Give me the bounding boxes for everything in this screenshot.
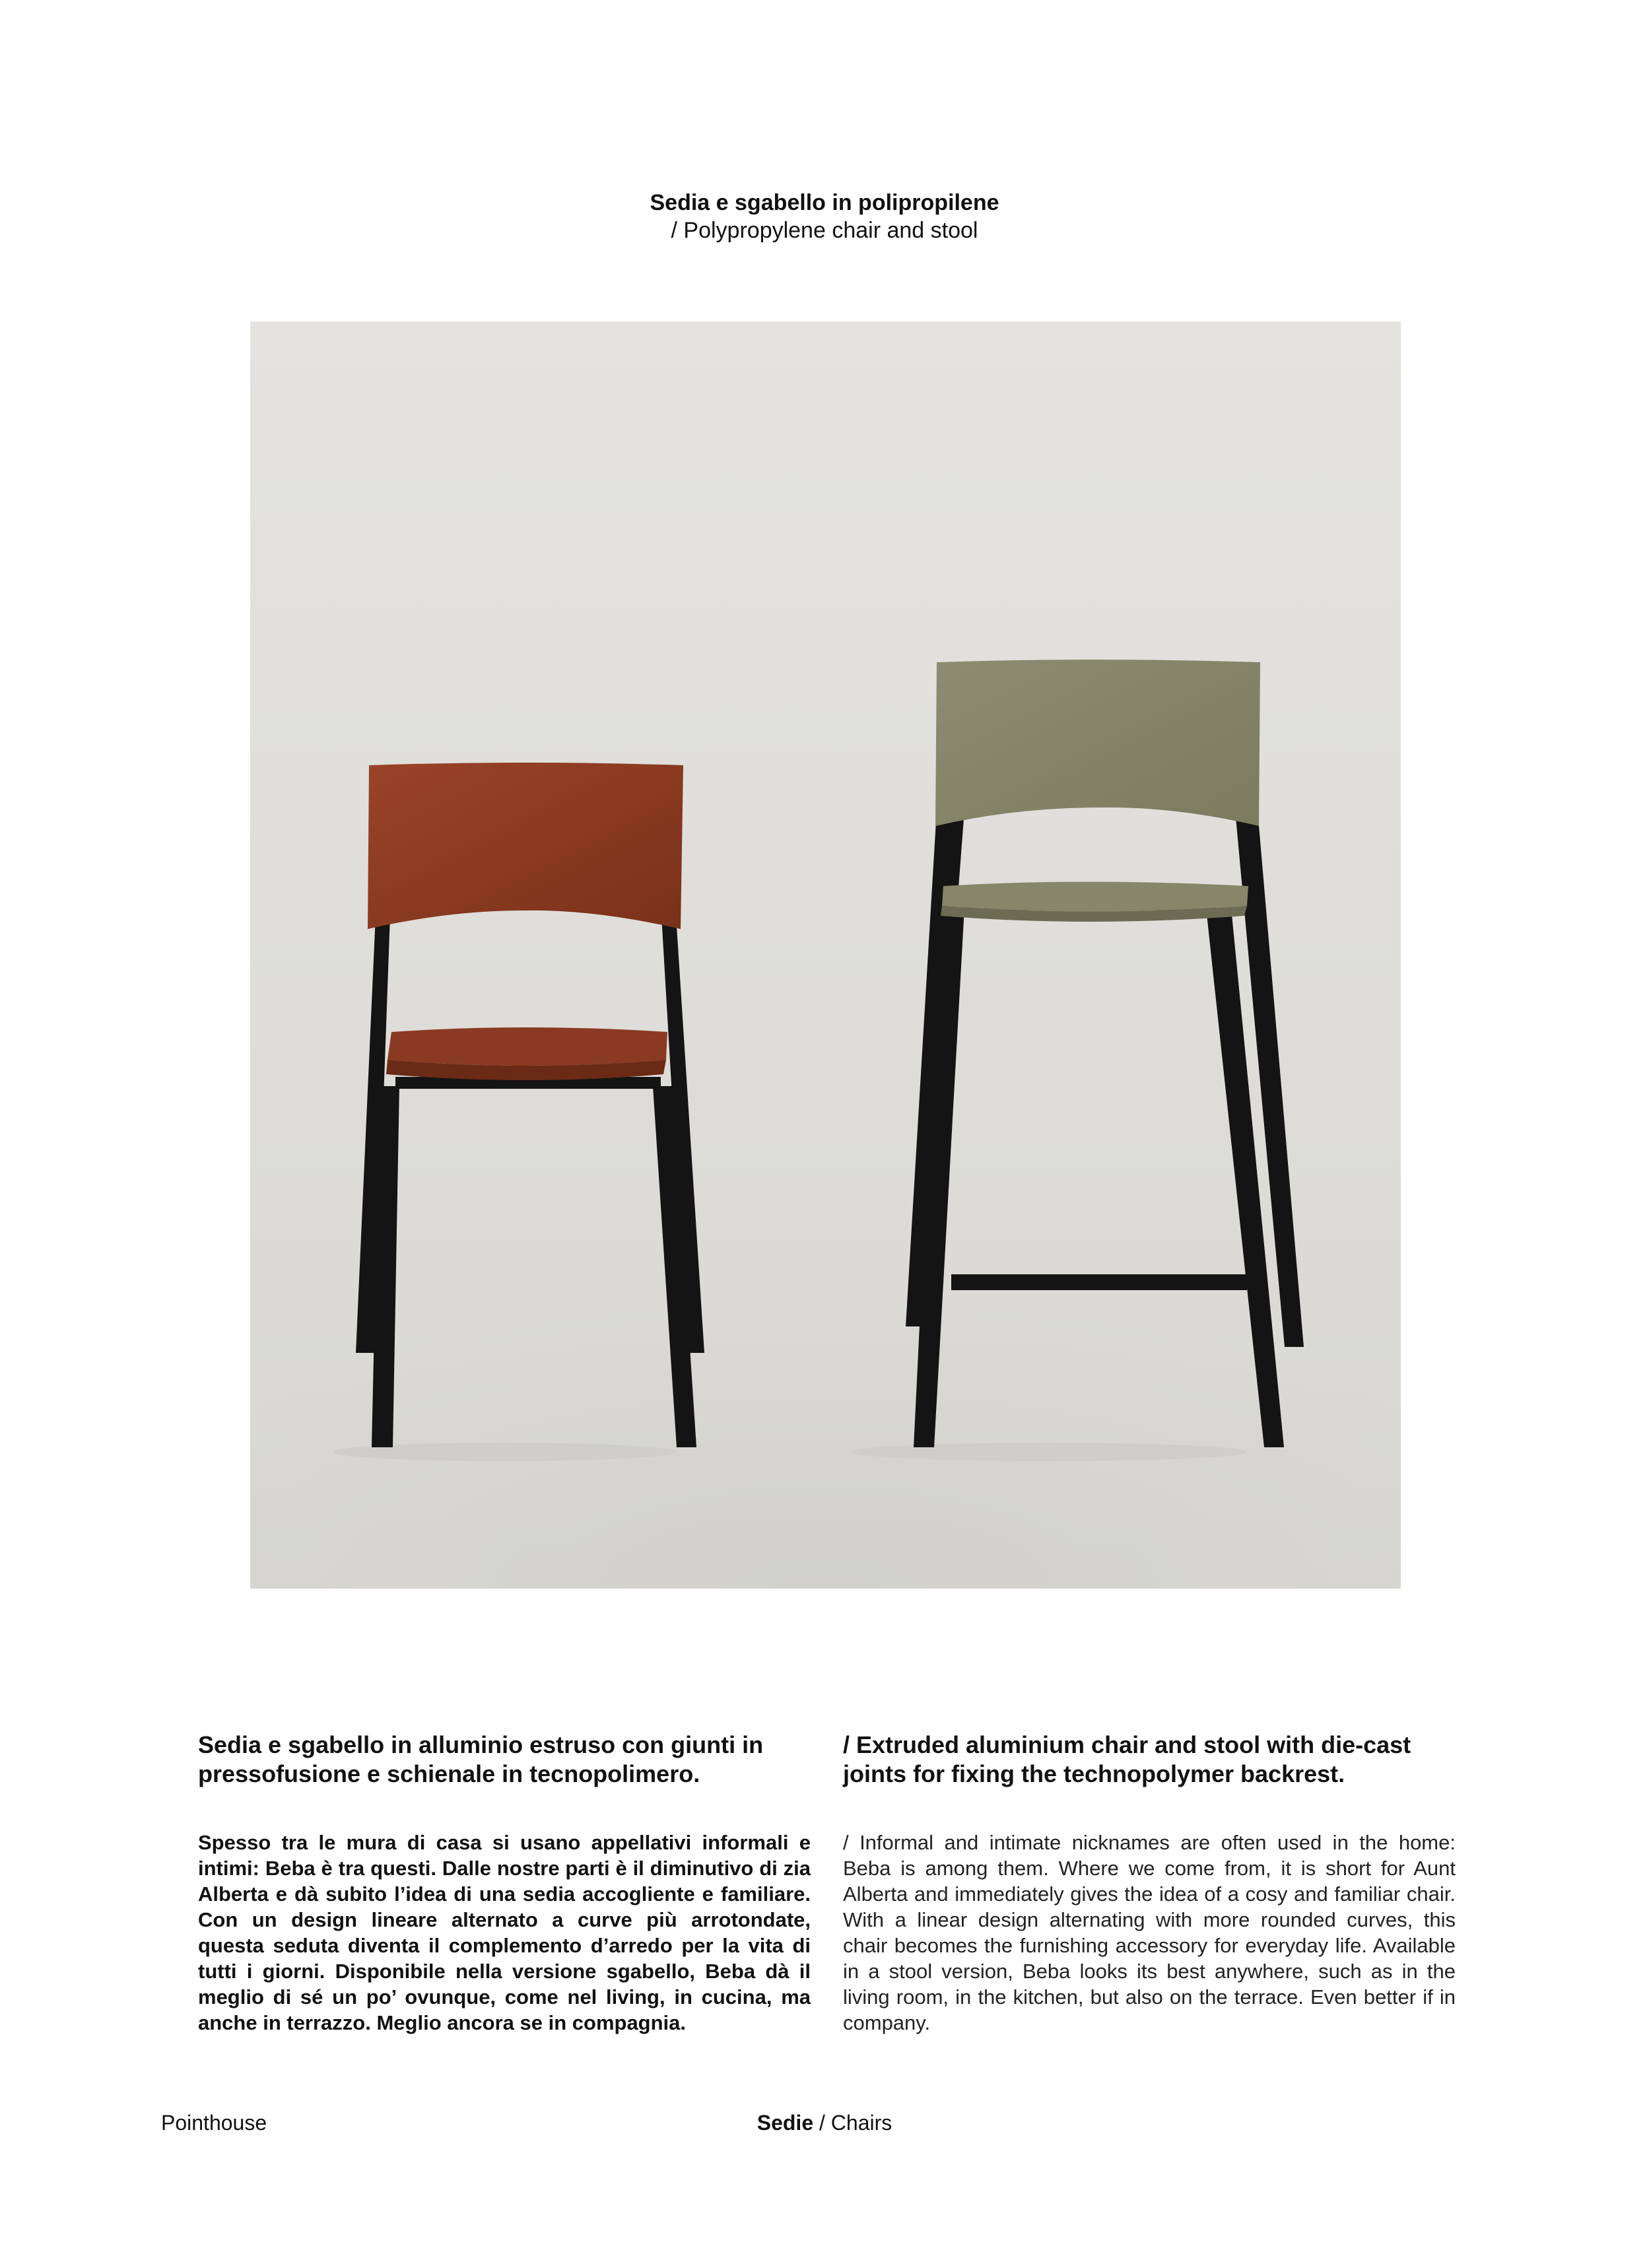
italian-column bbox=[198, 1731, 811, 2036]
footer-section-it: Sedie bbox=[757, 2111, 814, 2135]
product-photo bbox=[250, 322, 1401, 1589]
english-heading: / Extruded aluminium chair and stool with die-cast joints for fixing the technopolymer backrest. bbox=[843, 1731, 1411, 1787]
chair-and-stool-illustration bbox=[250, 322, 1401, 1589]
english-column bbox=[843, 1731, 1456, 2036]
header-title-it: Sedia e sgabello in polipropilene bbox=[650, 190, 999, 215]
italian-body: Spesso tra le mura di casa si usano appellativi informali e intimi: Beba è tra questi. Dalle nostre parti è il diminutivo di zia Alberta e dà subito l’idea di una sedia accogliente e familiare. Con un design lineare alternato a curve più arrotondate, questa seduta diventa il complemento d’arredo per la vita di tutti i giorni. Disponibile nella versione sgabello, Beba dà il meglio di sé un po’ ovunque, come nel living, in cucina, ma anche in terrazzo. Meglio ancora se in compagnia. bbox=[198, 1831, 811, 2034]
header-title-en: / Polypropylene chair and stool bbox=[671, 218, 978, 243]
page-header bbox=[0, 189, 1649, 244]
italian-heading: Sedia e sgabello in alluminio estruso con giunti in pressofusione e schienale in tecnopolimero. bbox=[198, 1731, 764, 1787]
footer-brand: Pointhouse bbox=[161, 2111, 267, 2135]
english-body: / Informal and intimate nicknames are often used in the home: Beba is among them. Where we come from, it is short for Aunt Alberta and immediately gives the idea of a cosy and familiar chair. With a linear design alternating with more rounded curves, this chair becomes the furnishing accessory for everyday life. Available in a stool version, Beba looks its best anywhere, such as in the living room, in the kitchen, but also on the terrace. Even better if in company. bbox=[843, 1831, 1456, 2034]
footer-section-separator: / bbox=[813, 2111, 831, 2135]
footer-section bbox=[0, 2110, 1649, 2136]
footer-section-en: Chairs bbox=[830, 2111, 892, 2135]
